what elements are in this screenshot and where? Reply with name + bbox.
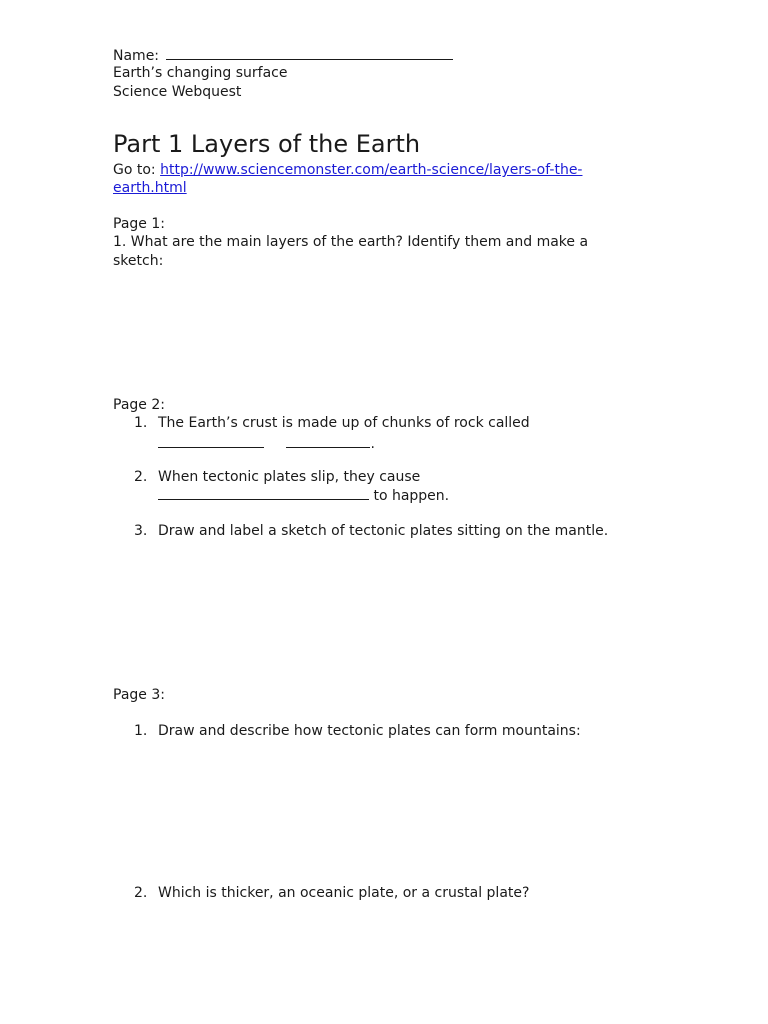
page3-heading: Page 3: <box>113 687 165 703</box>
page2-q3-number: 3. <box>134 523 148 539</box>
page2-q2-answer-line <box>158 486 449 505</box>
period: . <box>370 436 375 452</box>
page3-q1-number: 1. <box>134 723 148 739</box>
goto-line-continued <box>113 179 187 197</box>
page2-q2-end: to happen. <box>369 488 450 504</box>
page2-q2-text: When tectonic plates slip, they cause <box>158 469 421 485</box>
page2-q1-number: 1. <box>134 415 148 431</box>
name-label: Name: <box>113 48 160 64</box>
name-blank[interactable] <box>166 46 453 60</box>
page3-q1-text: Draw and describe how tectonic plates can form mountains: <box>158 723 581 739</box>
page2-q3-text: Draw and label a sketch of tectonic plates sitting on the mantle. <box>158 523 609 539</box>
name-line <box>113 46 453 65</box>
slip-answer-blank[interactable] <box>158 486 369 500</box>
page3-q2-text: Which is thicker, an oceanic plate, or a crustal plate? <box>158 885 530 901</box>
page1-question1-line1: 1. What are the main layers of the earth? Identify them and make a <box>113 234 589 250</box>
resource-link-part2[interactable]: earth.html <box>113 180 187 196</box>
goto-line <box>113 161 582 179</box>
plate-answer-blank-1[interactable] <box>158 434 264 448</box>
course-name: Science Webquest <box>113 84 242 100</box>
plate-answer-blank-2[interactable] <box>286 434 370 448</box>
page1-question1-line2: sketch: <box>113 253 164 269</box>
page-title: Part 1 Layers of the Earth <box>113 130 421 158</box>
page2-q2-number: 2. <box>134 469 148 485</box>
worksheet-subtitle: Earth’s changing surface <box>113 65 288 81</box>
page2-q1-answer-line <box>158 434 375 453</box>
page1-heading: Page 1: <box>113 216 165 232</box>
page2-heading: Page 2: <box>113 397 165 413</box>
resource-link-part1[interactable]: http://www.sciencemonster.com/earth-science/layers-of-the- <box>160 162 583 178</box>
goto-label: Go to: <box>113 162 156 178</box>
page3-q2-number: 2. <box>134 885 148 901</box>
page2-q1-text: The Earth’s crust is made up of chunks of rock called <box>158 415 530 431</box>
